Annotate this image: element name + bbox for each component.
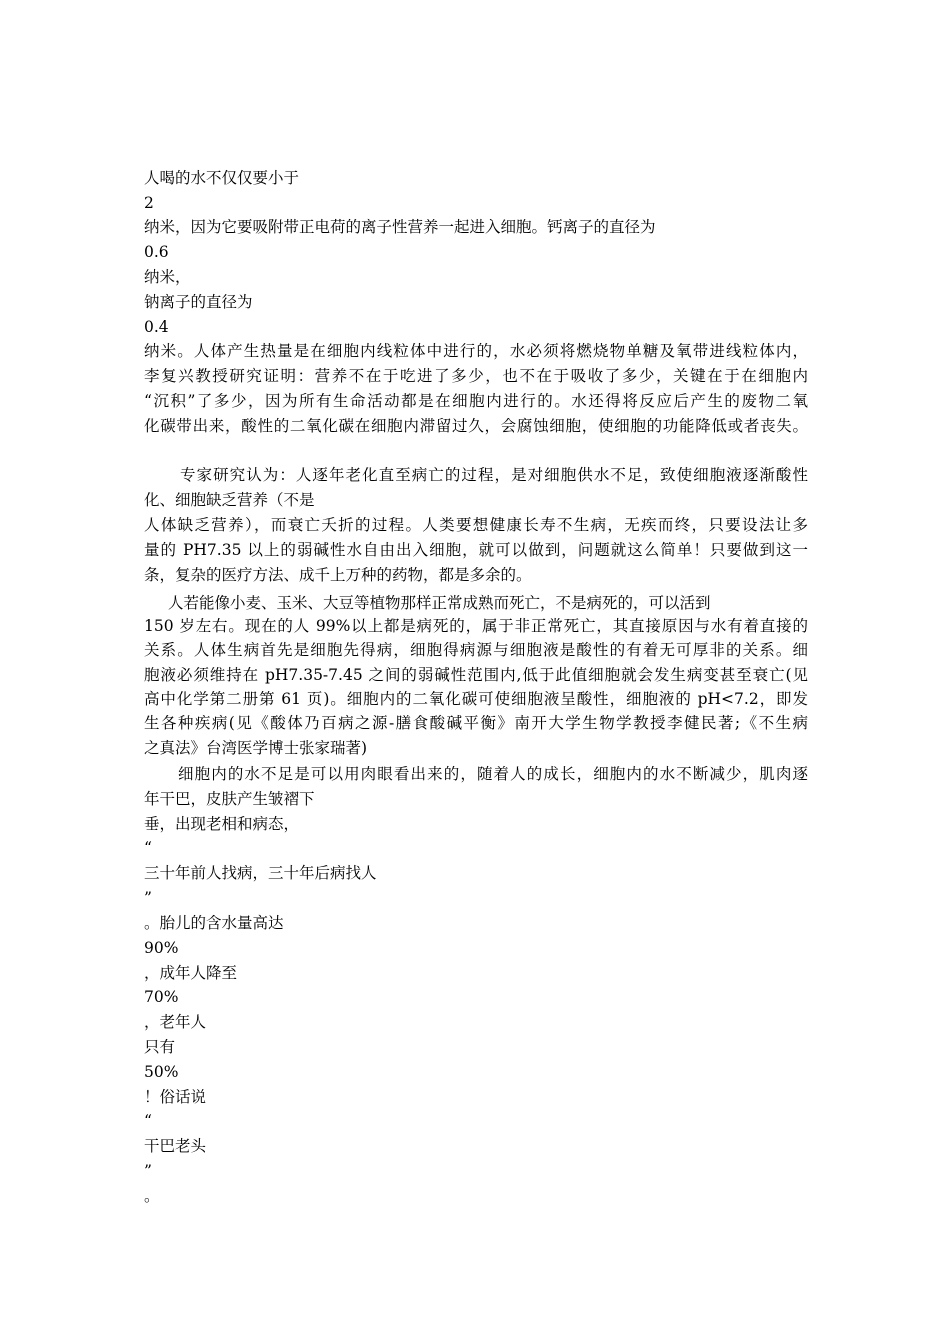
text-line: 量的 PH7.35 以上的弱碱性水自由出入细胞，就可以做到，问题就这么简单！只要做到这一 (144, 541, 808, 559)
text-line: 人体缺乏营养），而衰亡夭折的过程。人类要想健康长寿不生病，无疾而终，只要设法让多 (144, 516, 808, 534)
text-line: 关系。人体生病首先是细胞先得病，细胞得病源与细胞液是酸性的有着无可厚非的关系。细 (144, 641, 808, 659)
text-line: 150 岁左右。现在的人 99%以上都是病死的，属于非正常死亡，其直接原因与水有着直接的 (144, 617, 808, 635)
text-line: 50% (144, 1063, 179, 1081)
text-line: 生各种疾病(见《酸体乃百病之源-膳食酸碱平衡》南开大学生物学教授李健民著;《不生病 (144, 714, 808, 732)
text-line: 细胞内的水不足是可以用肉眼看出来的，随着人的成长，细胞内的水不断减少，肌肉逐 (178, 765, 808, 783)
text-line: 干巴老头 (144, 1137, 207, 1155)
text-line: 胞液必须维持在 pH7.35-7.45 之间的弱碱性范围内,低于此值细胞就会发生病变甚至衰亡(见 (144, 666, 808, 684)
text-line: 三十年前人找病，三十年后病找人 (144, 864, 377, 882)
text-line: 90% (144, 939, 179, 957)
text-line: ” (144, 889, 152, 907)
text-line: ，成年人降至 (144, 964, 238, 982)
text-line: 李复兴教授研究证明：营养不在于吃进了多少，也不在于吸收了多少，关键在于在细胞内 (144, 367, 808, 385)
text-line: 0.4 (144, 318, 169, 336)
text-line: 化、细胞缺乏营养（不是 (144, 491, 315, 509)
text-line: ” (144, 1162, 152, 1180)
text-line: 0.6 (144, 243, 169, 261)
text-line: 之真法》台湾医学博士张家瑞著) (144, 739, 368, 757)
text-line: 垂，出现老相和病态， (144, 815, 300, 833)
text-line: 2 (144, 194, 154, 212)
text-line: 专家研究认为：人逐年老化直至病亡的过程，是对细胞供水不足，致使细胞液逐渐酸性 (180, 466, 808, 484)
text-line: 钠离子的直径为 (144, 293, 253, 311)
text-line: “ (144, 839, 152, 857)
text-line: “沉积”了多少，因为所有生命活动都是在细胞内进行的。水还得将反应后产生的废物二氧 (144, 392, 808, 410)
text-line: 化碳带出来，酸性的二氧化碳在细胞内滞留过久，会腐蚀细胞，使细胞的功能降低或者丧失。 (144, 417, 808, 435)
text-line: 。胎儿的含水量高达 (144, 914, 284, 932)
text-line: 70% (144, 988, 179, 1006)
text-line: 人若能像小麦、玉米、大豆等植物那样正常成熟而死亡，不是病死的，可以活到 (168, 594, 711, 612)
text-line: 纳米， (144, 268, 191, 286)
text-line: “ (144, 1112, 152, 1130)
text-line: 纳米。人体产生热量是在细胞内线粒体中进行的，水必须将燃烧物单糖及氧带进线粒体内， (144, 342, 808, 360)
text-line: ！俗话说 (144, 1088, 207, 1106)
text-line: 人喝的水不仅仅要小于 (144, 169, 300, 187)
text-line: 只有 (144, 1038, 176, 1056)
text-line: ，老年人 (144, 1013, 207, 1031)
text-line: 条，复杂的医疗方法、成千上万种的药物，都是多余的。 (144, 566, 532, 584)
text-line: 年干巴，皮肤产生皱褶下 (144, 790, 315, 808)
text-line: 纳米，因为它要吸附带正电荷的离子性营养一起进入细胞。钙离子的直径为 (144, 218, 656, 236)
text-line: 高中化学第二册第 61 页)。细胞内的二氧化碳可使细胞液呈酸性，细胞液的 pH<7.2，即发 (144, 690, 808, 708)
text-line: 。 (144, 1187, 160, 1205)
